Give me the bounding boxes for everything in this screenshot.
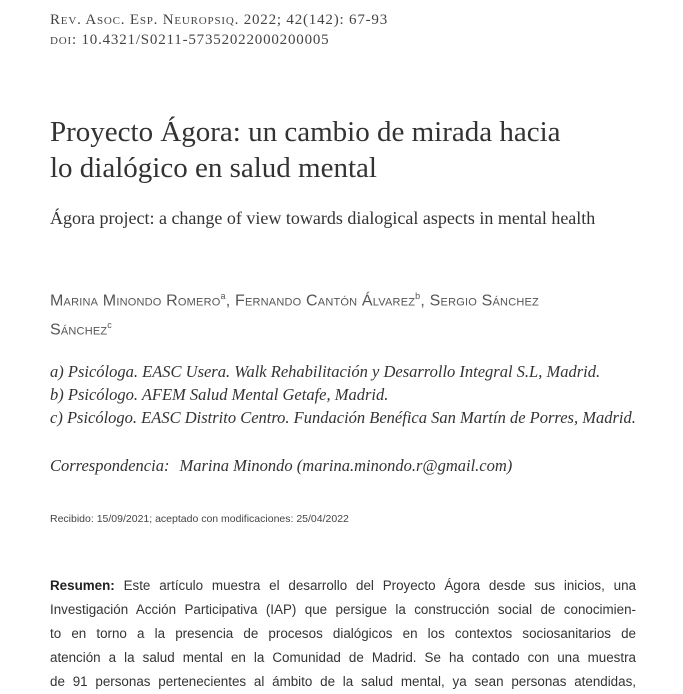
title-line-2: lo dialógico en salud mental: [50, 152, 377, 184]
author-3-affil: c: [107, 320, 112, 331]
article-title: [50, 114, 650, 186]
abstract: [50, 574, 636, 694]
title-line-1: Proyecto Ágora: un cambio de mirada hacia: [50, 116, 561, 148]
abstract-line: Investigación Acción Participativa (IAP) que persigue la construcción social de conocimien-: [50, 602, 636, 617]
author-list: [50, 284, 650, 343]
abstract-line: de 91 personas pertenecientes al ámbito de la salud mental, ya sean personas atendidas,: [50, 674, 636, 689]
correspondence: [50, 456, 670, 476]
received-dates: Recibido: 15/09/2021; aceptado con modificaciones: 25/04/2022: [50, 513, 349, 525]
author-2-affil: b: [415, 291, 421, 301]
author-1: Marina Minondo Romero: [50, 292, 221, 310]
affiliation-c: c) Psicólogo. EASC Distrito Centro. Fundación Benéfica San Martín de Porres, Madrid.: [50, 408, 636, 427]
correspondence-contact: Marina Minondo (marina.minondo.r@gmail.com): [179, 456, 513, 475]
affiliation-b: b) Psicólogo. AFEM Salud Mental Getafe, Madrid.: [50, 385, 389, 404]
author-3: Sergio Sánchez: [429, 292, 539, 310]
author-3-cont: Sánchez: [50, 321, 108, 339]
abstract-text: Este artículo muestra el desarrollo del Proyecto Ágora desde sus inicios, una: [123, 578, 636, 593]
journal-doi: doi: 10.4321/S0211-57352022000200005: [50, 32, 330, 48]
affiliation-a: a) Psicóloga. EASC Usera. Walk Rehabilitación y Desarrollo Integral S.L, Madrid.: [50, 362, 601, 381]
author-separator: ,: [420, 292, 430, 310]
correspondence-label: Correspondencia:: [50, 456, 170, 475]
abstract-line: to en torno a la presencia de procesos dialógicos en los contextos sociosanitarios de: [50, 626, 636, 641]
abstract-line: atención a la salud mental en la Comunidad de Madrid. Se ha contado con una muestra: [50, 650, 636, 665]
author-1-affil: a: [220, 291, 226, 301]
journal-citation: Rev. Asoc. Esp. Neuropsiq. 2022; 42(142): 67-93: [50, 12, 389, 28]
author-2: Fernando Cantón Álvarez: [235, 292, 416, 310]
abstract-line: [50, 574, 636, 598]
affiliations: [50, 360, 670, 429]
journal-header: [50, 10, 388, 50]
author-separator: ,: [225, 292, 235, 310]
abstract-label: Resumen:: [50, 578, 115, 593]
english-title: Ágora project: a change of view towards dialogical aspects in mental health: [50, 208, 596, 228]
